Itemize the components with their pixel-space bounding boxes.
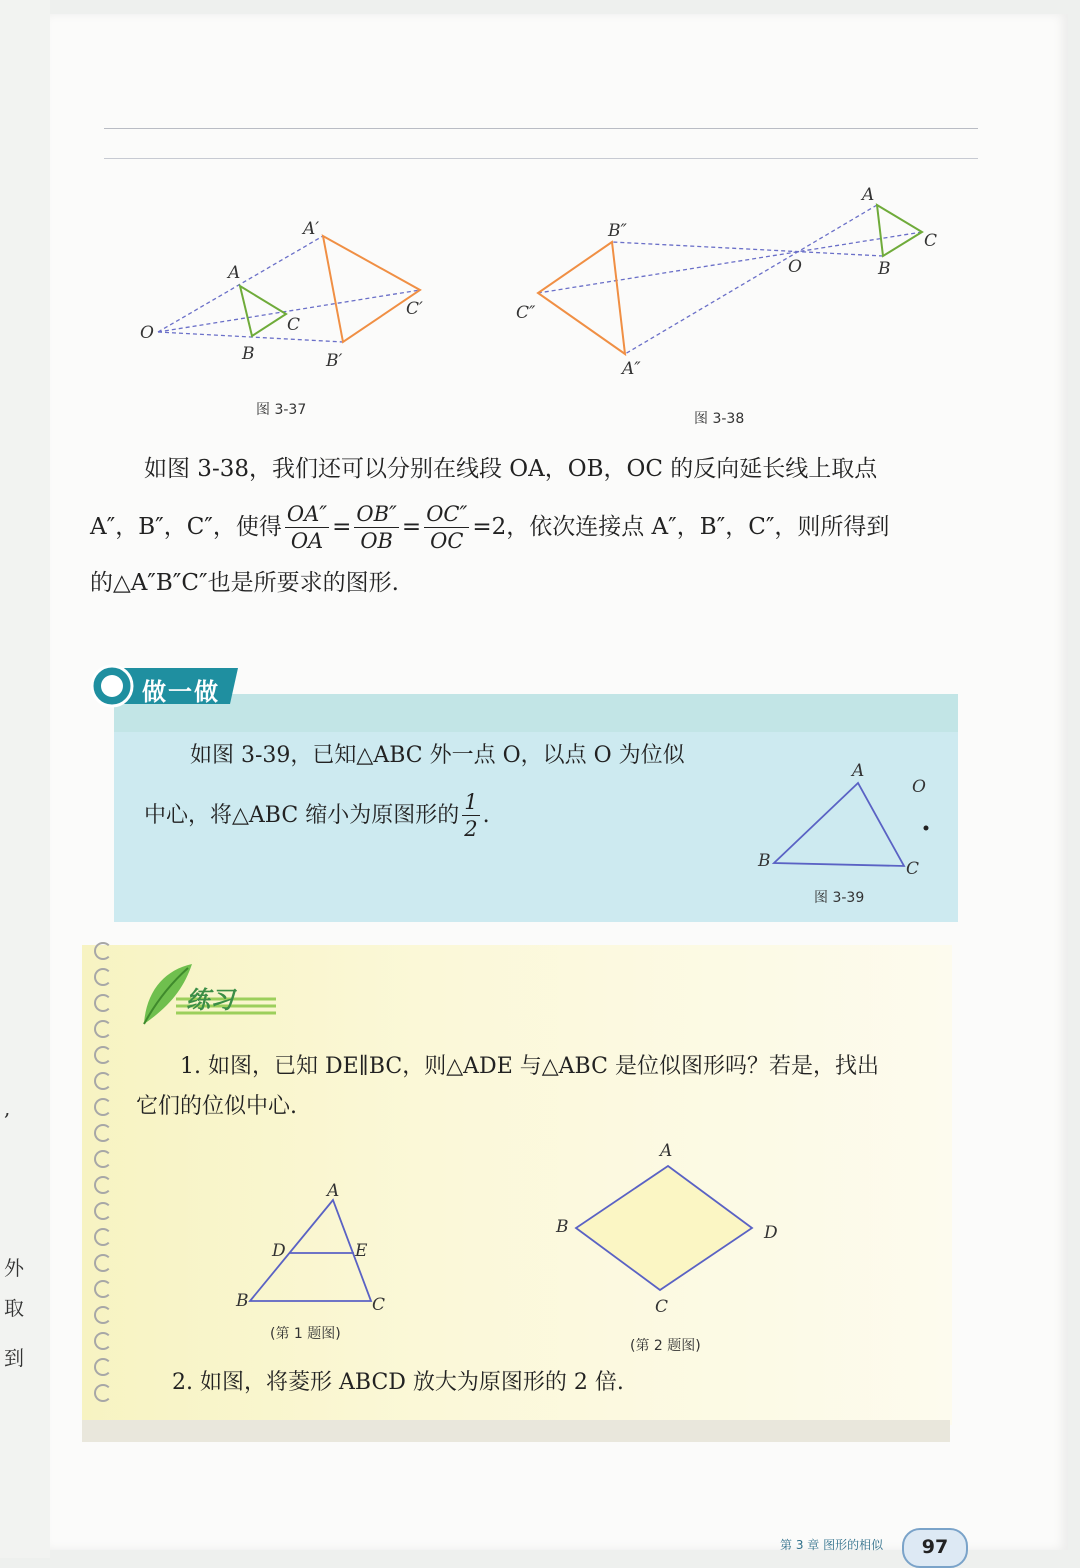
label-B: B: [878, 259, 891, 279]
exercise-question: 2. 如图，将菱形 ABCD 放大为原图形的 2 倍.: [172, 1370, 624, 1395]
label-C-prime: C′: [406, 299, 423, 319]
paragraph-text: A″，B″，C″，使得: [90, 514, 282, 540]
do-it-line: 如图 3-39，已知△ABC 外一点 O，以点 O 为位似: [190, 743, 685, 768]
page-number: 97: [902, 1528, 968, 1568]
label-A: A: [228, 263, 241, 283]
margin-char: 外: [4, 1256, 24, 1280]
figure-caption: (第 1 题图): [270, 1326, 341, 1342]
label-B: B: [556, 1217, 569, 1237]
label-A: A: [862, 185, 875, 205]
label-C: C: [924, 231, 938, 251]
exercise-title: 练习: [186, 986, 234, 1014]
paragraph-text: =2，依次连接点 A″，B″，C″，则所得到: [472, 514, 890, 540]
label-A: A: [327, 1181, 340, 1201]
label-E: E: [355, 1241, 368, 1261]
label-B-prime: B′: [326, 351, 343, 371]
fraction-denominator: OC: [430, 529, 464, 553]
figure-caption: (第 2 题图): [630, 1338, 701, 1354]
label-D: D: [272, 1241, 286, 1261]
fraction-denominator: 2: [464, 817, 478, 841]
label-O: O: [140, 323, 154, 343]
fraction-numerator: OA″: [286, 502, 328, 526]
label-B-double-prime: B″: [608, 221, 627, 241]
exercise-question: 1. 如图，已知 DE∥BC，则△ADE 与△ABC 是位似图形吗？若是，找出: [180, 1054, 879, 1079]
fraction-denominator: OA: [290, 529, 324, 553]
fraction-numerator: 1: [464, 790, 478, 814]
fraction-numerator: OB″: [356, 502, 397, 526]
label-C: C: [287, 315, 301, 335]
do-it-text: 中心，将△ABC 缩小为原图形的: [144, 803, 460, 828]
chapter-footer: 第 3 章 图形的相似: [780, 1538, 884, 1552]
margin-char: ,: [4, 1096, 11, 1120]
equals-sign: =: [332, 514, 352, 540]
do-it-text: .: [482, 803, 490, 828]
label-B: B: [242, 344, 255, 364]
label-A-prime: A′: [303, 219, 320, 239]
figure-caption: 图 3-39: [814, 890, 865, 906]
label-O: O: [912, 777, 926, 797]
label-B: B: [236, 1291, 249, 1311]
label-A-double-prime: A″: [622, 359, 641, 379]
label-D: D: [764, 1223, 778, 1243]
label-C: C: [906, 859, 920, 879]
figure-caption: 图 3-38: [694, 411, 745, 427]
exercise-question: 它们的位似中心.: [136, 1094, 297, 1119]
margin-char: 到: [4, 1346, 24, 1370]
paragraph-line: 的△A″B″C″也是所要求的图形.: [90, 570, 399, 596]
label-C: C: [655, 1297, 669, 1317]
label-C-double-prime: C″: [516, 303, 536, 323]
margin-char: 取: [4, 1296, 24, 1320]
figure-caption: 图 3-37: [256, 402, 307, 418]
fraction-denominator: OB: [360, 529, 393, 553]
label-A: A: [660, 1141, 673, 1161]
label-O: O: [788, 257, 802, 277]
fraction-numerator: OC″: [426, 502, 468, 526]
label-B: B: [758, 851, 771, 871]
label-A: A: [852, 761, 865, 781]
label-C: C: [372, 1295, 386, 1315]
paragraph-line: 如图 3-38，我们还可以分别在线段 OA，OB，OC 的反向延长线上取点: [144, 456, 878, 482]
equals-sign: =: [401, 514, 422, 540]
do-it-title: 做一做: [142, 678, 220, 706]
